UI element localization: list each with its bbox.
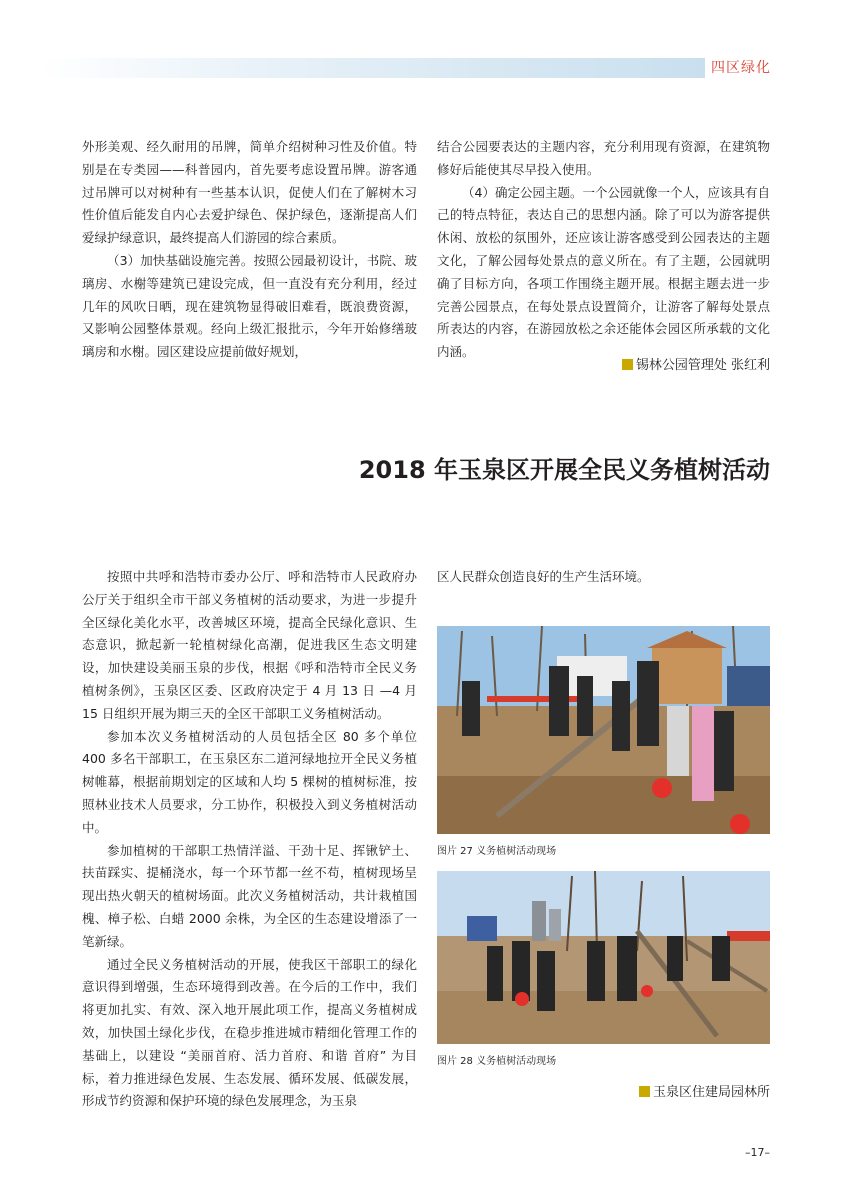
article2-column-left (82, 566, 417, 1113)
tree-planting-photo-2 (437, 871, 770, 1044)
article1-byline (622, 356, 770, 376)
article2-byline (639, 1083, 770, 1103)
paragraph: 外形美观、经久耐用的吊牌，简单介绍树种习性及价值。特别是在专类园——科普园内，首先要考虑设置吊牌。游客通过吊牌可以对树种有一些基本认识，促使人们在了解树木习性价值后能发自内心去爱护绿色、保护绿色，逐渐提高人们爱绿护绿意识，最终提高人们游园的综合素质。 (82, 139, 417, 246)
photo-caption: 图片 28 义务植树活动现场 (437, 1056, 557, 1067)
paragraph: 参加本次义务植树活动的人员包括全区 80 多个单位 400 多名干部职工，在玉泉区东二道河绿地拉开全民义务植树帷幕，根据前期划定的区域和人均 5 棵树的植树标准，按照林业技术人员要求，分工协作，积极投入到义务植树活动中。 (82, 728, 417, 835)
header-band (40, 58, 705, 78)
paragraph: 结合公园要表达的主题内容，充分利用现有资源，在建筑物修好后能使其尽早投入使用。 (437, 139, 770, 177)
paragraph: 通过全民义务植树活动的开展，使我区干部职工的绿化意识得到增强，生态环境得到改善。在今后的工作中，我们将更加扎实、有效、深入地开展此项工作，提高义务植树成效，加快国土绿化步伐，在稳步推进城市精细化管理工作的基础上，以建设 “美丽首府、活力首府、和谐 首府” 为目标，着力推进绿色发展、生态发展、循环发展、低碳发展，形成节约资源和保护环境的绿色发展理念，为玉泉 (82, 956, 417, 1109)
byline-text: 锡林公园管理处 张红利 (635, 358, 770, 373)
photo-caption: 图片 27 义务植树活动现场 (437, 846, 557, 857)
byline-text: 玉泉区住建局园林所 (652, 1085, 770, 1100)
paragraph: 区人民群众创造良好的生产生活环境。 (437, 569, 650, 584)
square-bullet-icon (622, 359, 633, 370)
paragraph: （3）加快基础设施完善。按照公园最初设计，书院、玻璃房、水榭等建筑已建设完成，但一直没有充分利用，经过几年的风吹日晒，现在建筑物显得破旧难看，既浪费资源，又影响公园整体景观。经向上级汇报批示，今年开始修缮玻璃房和水榭。园区建设应提前做好规划， (82, 252, 417, 360)
article1-column-left (82, 136, 417, 364)
article-title: 2018 年玉泉区开展全民义务植树活动 (358, 456, 770, 484)
paragraph: 参加植树的干部职工热情洋溢、干劲十足、挥锹铲土、扶苗踩实、提桶浇水，每一个环节都一丝不苟，植树现场呈现出热火朝天的植树场面。此次义务植树活动，共计栽植国槐、樟子松、白蜡 2000 余株，为全区的生态建设增添了一笔新绿。 (82, 842, 417, 949)
article1-column-right (437, 136, 770, 364)
tree-planting-photo-1 (437, 626, 770, 834)
page-number: –17– (745, 1146, 770, 1159)
article2-column-right (437, 566, 770, 589)
square-bullet-icon (639, 1086, 650, 1097)
section-tag: 四区绿化 (705, 58, 850, 78)
paragraph: 按照中共呼和浩特市委办公厅、呼和浩特市人民政府办公厅关于组织全市干部义务植树的活动要求，为进一步提升全区绿化美化水平，改善城区环境，提高全民绿化意识、生态意识，掀起新一轮植树绿化高潮，促进我区生态文明建设，加快建设美丽玉泉的步伐，根据《呼和浩特市全民义务植树条例》，玉泉区区委、区政府决定于 4 月 13 日 —4 月 15 日组织开展为期三天的全区干部职工义务植树活动。 (82, 569, 417, 721)
paragraph: （4）确定公园主题。一个公园就像一个人，应该具有自己的特点特征，表达自己的思想内涵。除了可以为游客提供休闲、放松的氛围外，还应该让游客感受到公园表达的主题文化，了解公园每处景点的意义所在。有了主题，公园就明确了目标方向，各项工作围绕主题开展。根据主题去进一步完善公园景点，在每处景点设置简介，让游客了解每处景点所表达的内容，在游园放松之余还能体会园区所承载的文化内涵。 (437, 184, 770, 360)
